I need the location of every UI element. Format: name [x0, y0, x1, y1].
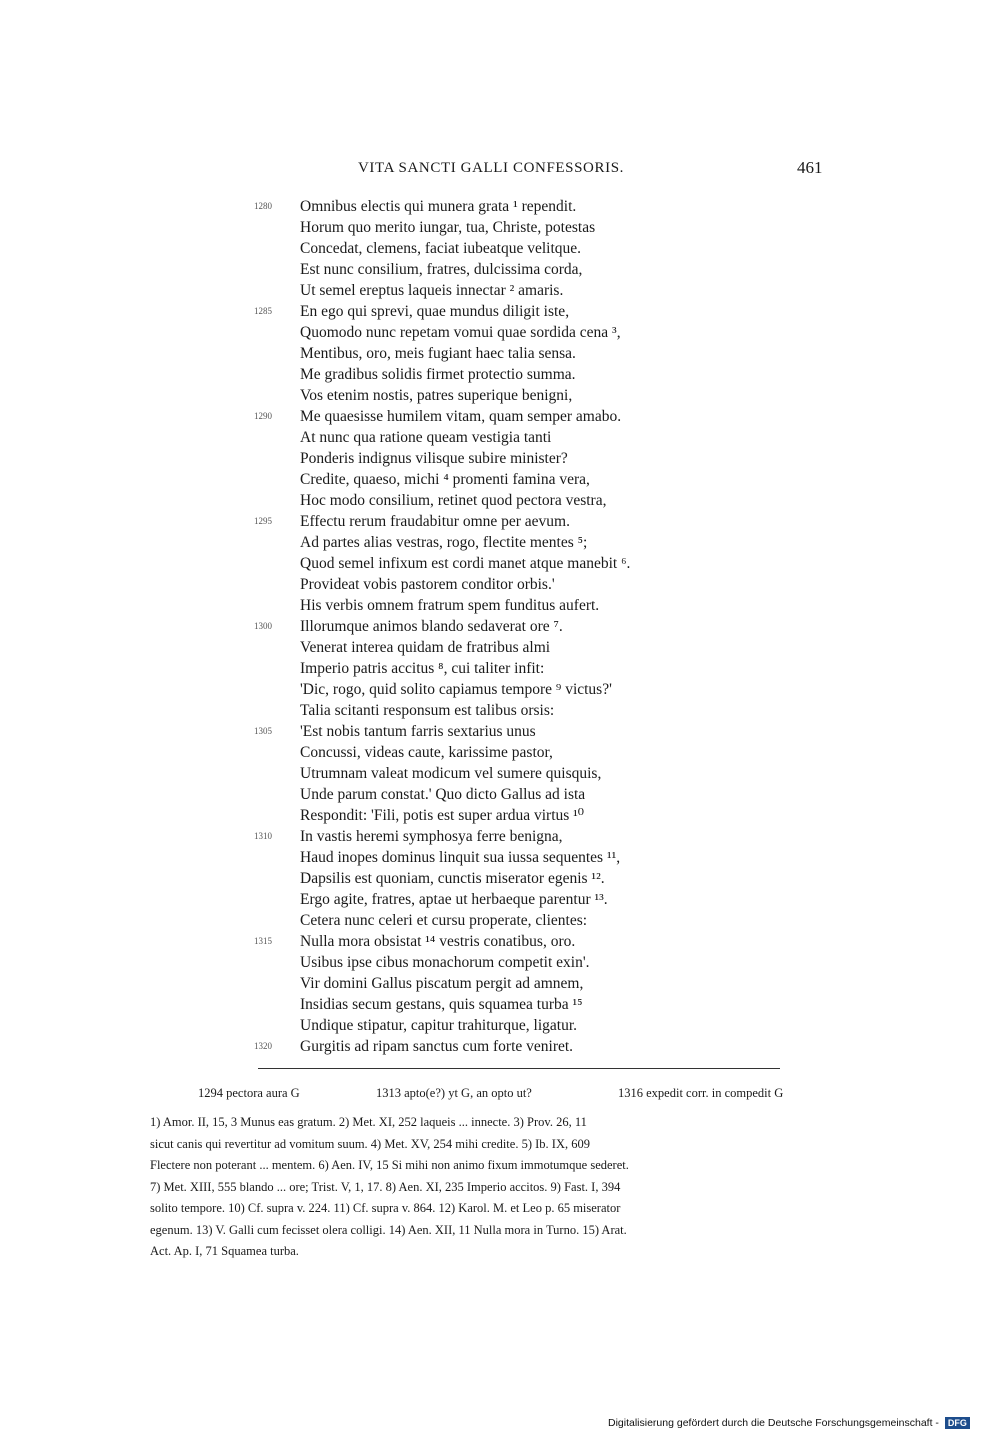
- line-number: 1285: [254, 306, 272, 316]
- verse-line: Vir domini Gallus piscatum pergit ad amnem,: [300, 975, 584, 992]
- verse-line: Nulla mora obsistat ¹⁴ vestris conatibus, oro.: [300, 933, 576, 950]
- verse-line: Ad partes alias vestras, rogo, flectite mentes ⁵;: [300, 534, 588, 551]
- verse-line: Undique stipatur, capitur trahiturque, ligatur.: [300, 1017, 578, 1034]
- verse-line: Vos etenim nostis, patres superique benigni,: [300, 387, 573, 404]
- footnote-line: Flectere non poterant ... mentem. 6) Aen. IV, 15 Si mihi non animo fixum immotumque sederet.: [150, 1158, 629, 1172]
- verse-line: Gurgitis ad ripam sanctus cum forte veniret.: [300, 1038, 574, 1055]
- verse-line: Credite, quaeso, michi ⁴ promenti famina vera,: [300, 471, 590, 488]
- line-number: 1300: [254, 621, 272, 631]
- variant-reading: 1294 pectora aura G: [198, 1086, 300, 1100]
- digitization-credit: [608, 1417, 970, 1429]
- verse-line: Omnibus electis qui munera grata ¹ rependit.: [300, 198, 577, 215]
- line-number: 1320: [254, 1041, 272, 1051]
- dfg-logo-icon: DFG: [945, 1417, 970, 1429]
- verse-line: Ergo agite, fratres, aptae ut herbaeque parentur ¹³.: [300, 891, 608, 908]
- verse-line: Ponderis indignus vilisque subire minister?: [300, 450, 568, 467]
- footnote-line: egenum. 13) V. Galli cum fecisset olera colligi. 14) Aen. XII, 11 Nulla mora in Turno. 15) Arat.: [150, 1222, 627, 1237]
- line-number: 1280: [254, 201, 272, 211]
- page-header: [0, 160, 1000, 184]
- footnotes: [150, 1112, 826, 1263]
- verse-line: In vastis heremi symphosya ferre benigna,: [300, 828, 563, 845]
- verse-line: Me gradibus solidis firmet protectio summa.: [300, 366, 576, 383]
- verse-line: Concussi, videas caute, karissime pastor,: [300, 744, 553, 761]
- verse-line: Venerat interea quidam de fratribus almi: [300, 639, 551, 656]
- footnote-line: Act. Ap. I, 71 Squamea turba.: [150, 1244, 299, 1258]
- verse-line: Mentibus, oro, meis fugiant haec talia sensa.: [300, 345, 576, 362]
- verse-line: Ut semel ereptus laqueis innectar ² amaris.: [300, 282, 564, 299]
- verse-line: His verbis omnem fratrum spem funditus aufert.: [300, 597, 600, 614]
- verse-line: Quod semel infixum est cordi manet atque manebit ⁶.: [300, 555, 631, 572]
- verse-line: Cetera nunc celeri et cursu properate, clientes:: [300, 912, 588, 929]
- verse-line: Provideat vobis pastorem conditor orbis.': [300, 576, 555, 593]
- verse-line: Usibus ipse cibus monachorum competit exin'.: [300, 954, 590, 971]
- verse-line: 'Dic, rogo, quid solito capiamus tempore ⁹ victus?': [300, 681, 612, 698]
- footnote-line: 7) Met. XIII, 555 blando ... ore; Trist. V, 1, 17. 8) Aen. XI, 235 Imperio accitos. 9) Fast. I, 394: [150, 1179, 621, 1194]
- page-number: 461: [797, 158, 823, 177]
- verse-line: Hoc modo consilium, retinet quod pectora vestra,: [300, 492, 607, 509]
- footnote-line: sicut canis qui revertitur ad vomitum suum. 4) Met. XV, 254 mihi credite. 5) Ib. IX, 609: [150, 1136, 590, 1151]
- verse-line: Dapsilis est quoniam, cunctis miserator egenis ¹².: [300, 870, 605, 887]
- variant-reading: 1313 apto(e?) yt G, an opto ut?: [376, 1086, 532, 1100]
- footnote-line: solito tempore. 10) Cf. supra v. 224. 11) Cf. supra v. 864. 12) Karol. M. et Leo p. 65 miserator: [150, 1201, 621, 1215]
- verse-line: Haud inopes dominus linquit sua iussa sequentes ¹¹,: [300, 849, 621, 866]
- verse-line: Me quaesisse humilem vitam, quam semper amabo.: [300, 408, 622, 425]
- verse-line: Effectu rerum fraudabitur omne per aevum.: [300, 513, 570, 530]
- line-number: 1295: [254, 516, 272, 526]
- verse-line: Talia scitanti responsum est talibus orsis:: [300, 702, 555, 719]
- verse-line: 'Est nobis tantum farris sextarius unus: [300, 723, 536, 740]
- verse-line: Illorumque animos blando sedaverat ore ⁷.: [300, 618, 563, 635]
- footnote-divider: [258, 1068, 780, 1069]
- credit-text: Digitalisierung gefördert durch die Deutsche Forschungsgemeinschaft -: [608, 1417, 939, 1429]
- verse-line: Utrumnam valeat modicum vel sumere quisquis,: [300, 765, 602, 782]
- verse-line: Insidias secum gestans, quis squamea turba ¹⁵: [300, 996, 583, 1013]
- verse-line: Respondit: 'Fili, potis est super ardua virtus ¹⁰: [300, 807, 585, 824]
- footnote-line: 1) Amor. II, 15, 3 Munus eas gratum. 2) Met. XI, 252 laqueis ... innecte. 3) Prov. 26, 11: [150, 1115, 587, 1129]
- running-title: VITA SANCTI GALLI CONFESSORIS.: [358, 160, 624, 176]
- line-number: 1315: [254, 936, 272, 946]
- verse-line: Unde parum constat.' Quo dicto Gallus ad ista: [300, 786, 586, 803]
- verse-line: Quomodo nunc repetam vomui quae sordida cena ³,: [300, 324, 621, 341]
- variant-reading: 1316 expedit corr. in compedit G: [618, 1086, 784, 1100]
- verse-line: Concedat, clemens, faciat iubeatque velitque.: [300, 240, 582, 257]
- verse-line: Horum quo merito iungar, tua, Christe, potestas: [300, 219, 596, 236]
- line-number: 1290: [254, 411, 272, 421]
- verse-line: Est nunc consilium, fratres, dulcissima corda,: [300, 261, 583, 278]
- verse-line: Imperio patris accitus ⁸, cui taliter infit:: [300, 660, 545, 677]
- verse-line: En ego qui sprevi, quae mundus diligit iste,: [300, 303, 570, 320]
- line-number: 1305: [254, 726, 272, 736]
- line-number: 1310: [254, 831, 272, 841]
- verse-line: At nunc qua ratione queam vestigia tanti: [300, 429, 552, 446]
